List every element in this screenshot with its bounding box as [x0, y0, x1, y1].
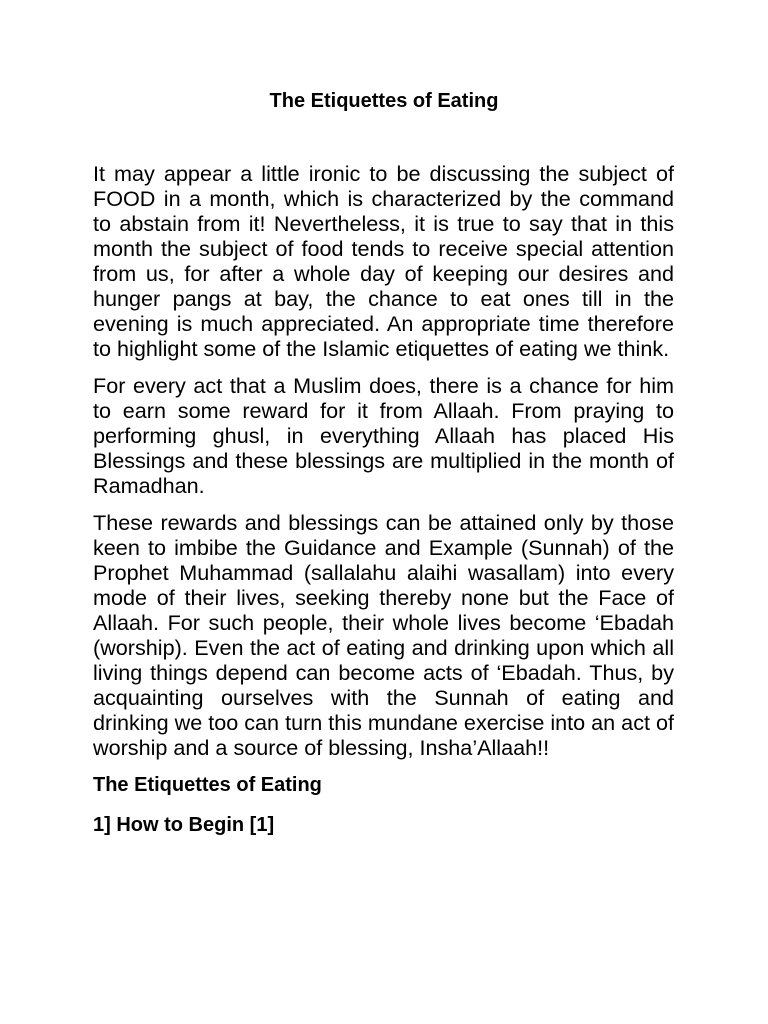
document-body: [93, 161, 674, 852]
intro-paragraph: It may appear a little ironic to be discussing the subject of FOOD in a month, which is characterized by the command to abstain from it! Nevertheless, it is true to say that in this month the subject of food tends to receive special attention from us, for after a whole day of keeping our desires and hunger pangs at bay, the chance to eat ones till in the evening is much appreciated. An appropriate time therefore to highlight some of the Islamic etiquettes of eating we think.: [93, 161, 674, 361]
blessings-paragraph: These rewards and blessings can be attained only by those keen to imbibe the Guidance and Example (Sunnah) of the Prophet Muhammad (sallalahu alaihi wasallam) into every mode of their lives, seeking thereby none but the Face of Allaah. For such people, their whole lives become ‘Ebadah (worship). Even the act of eating and drinking upon which all living things depend can become acts of ‘Ebadah. Thus, by acquainting ourselves with the Sunnah of eating and drinking we too can turn this mundane exercise into an act of worship and a source of blessing, Insha’Allaah!!: [93, 510, 674, 760]
subsection-heading: 1] How to Begin [1]: [93, 814, 275, 836]
reward-paragraph: For every act that a Muslim does, there is a chance for him to earn some reward for it from Allaah. From praying to performing ghusl, in everything Allaah has placed His Blessings and these blessings are multiplied in the month of Ramadhan.: [93, 373, 674, 498]
document-title: The Etiquettes of Eating: [269, 90, 499, 112]
section-heading: The Etiquettes of Eating: [93, 774, 322, 796]
